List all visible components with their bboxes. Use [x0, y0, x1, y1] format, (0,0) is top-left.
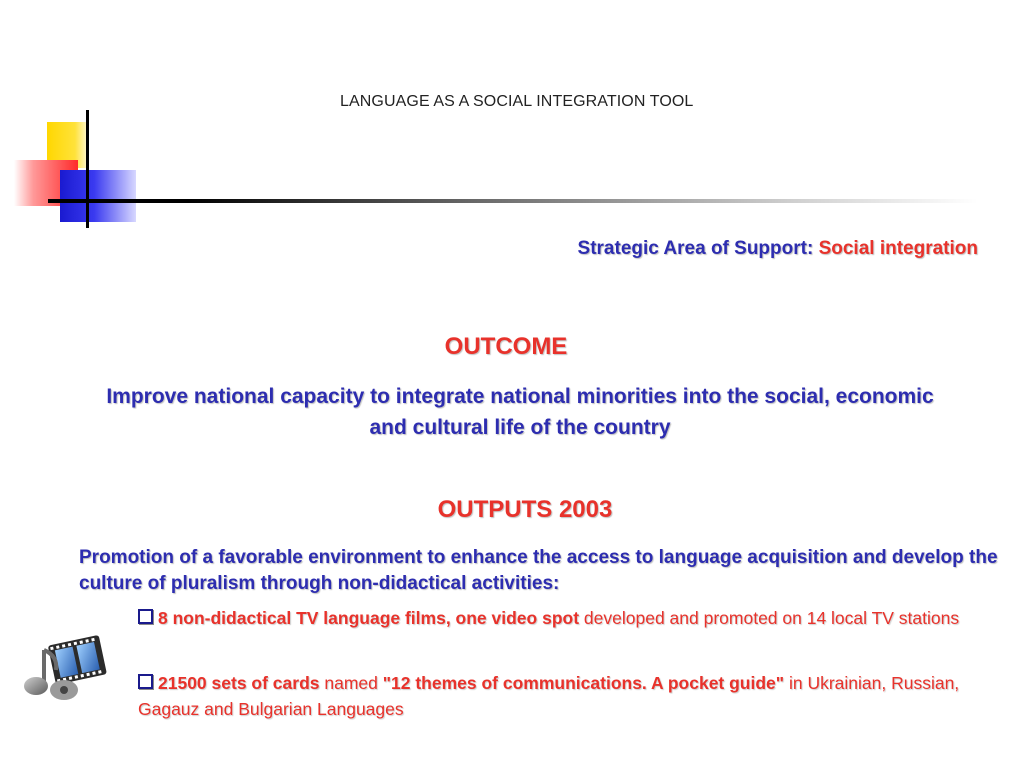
bullet-rest: developed and promoted on 14 local TV stations [579, 608, 960, 628]
checkbox-bullet-icon [138, 609, 153, 624]
strategic-area [578, 238, 978, 260]
outcome-text: Improve national capacity to integrate national minorities into the social, economic and cultural life of the country [106, 385, 934, 439]
blue-square [60, 170, 136, 222]
slide-title: LANGUAGE AS A SOCIAL INTEGRATION TOOL [340, 93, 694, 110]
vertical-line [86, 110, 89, 228]
strategic-value: Social integration [818, 238, 978, 259]
bullet-bold-count: 21500 sets of cards [158, 673, 320, 693]
bullet-item-cards [138, 670, 998, 722]
bullet-bold: 8 non-didactical TV language films, one video spot [158, 608, 580, 628]
checkbox-bullet-icon [138, 674, 153, 689]
bullet-bold-title: "12 themes of communications. A pocket guide" [382, 673, 785, 693]
bullet-rest: in Ukrainian, Russian, Gagauz and Bulgarian Languages [138, 673, 960, 719]
outputs-heading: OUTPUTS 2003 [437, 496, 613, 523]
bullet-item-tv-films [138, 605, 998, 631]
outcome-heading: OUTCOME [444, 333, 568, 360]
decorative-logo [0, 100, 160, 240]
music-film-icon [22, 628, 112, 708]
bullet-mid: named [319, 673, 383, 693]
horizontal-divider [48, 199, 978, 203]
promotion-text: Promotion of a favorable environment to enhance the access to language acquisition and develop the culture of pluralism through non-didactical activities: [79, 547, 998, 594]
strategic-label: Strategic Area of Support: [577, 238, 819, 259]
